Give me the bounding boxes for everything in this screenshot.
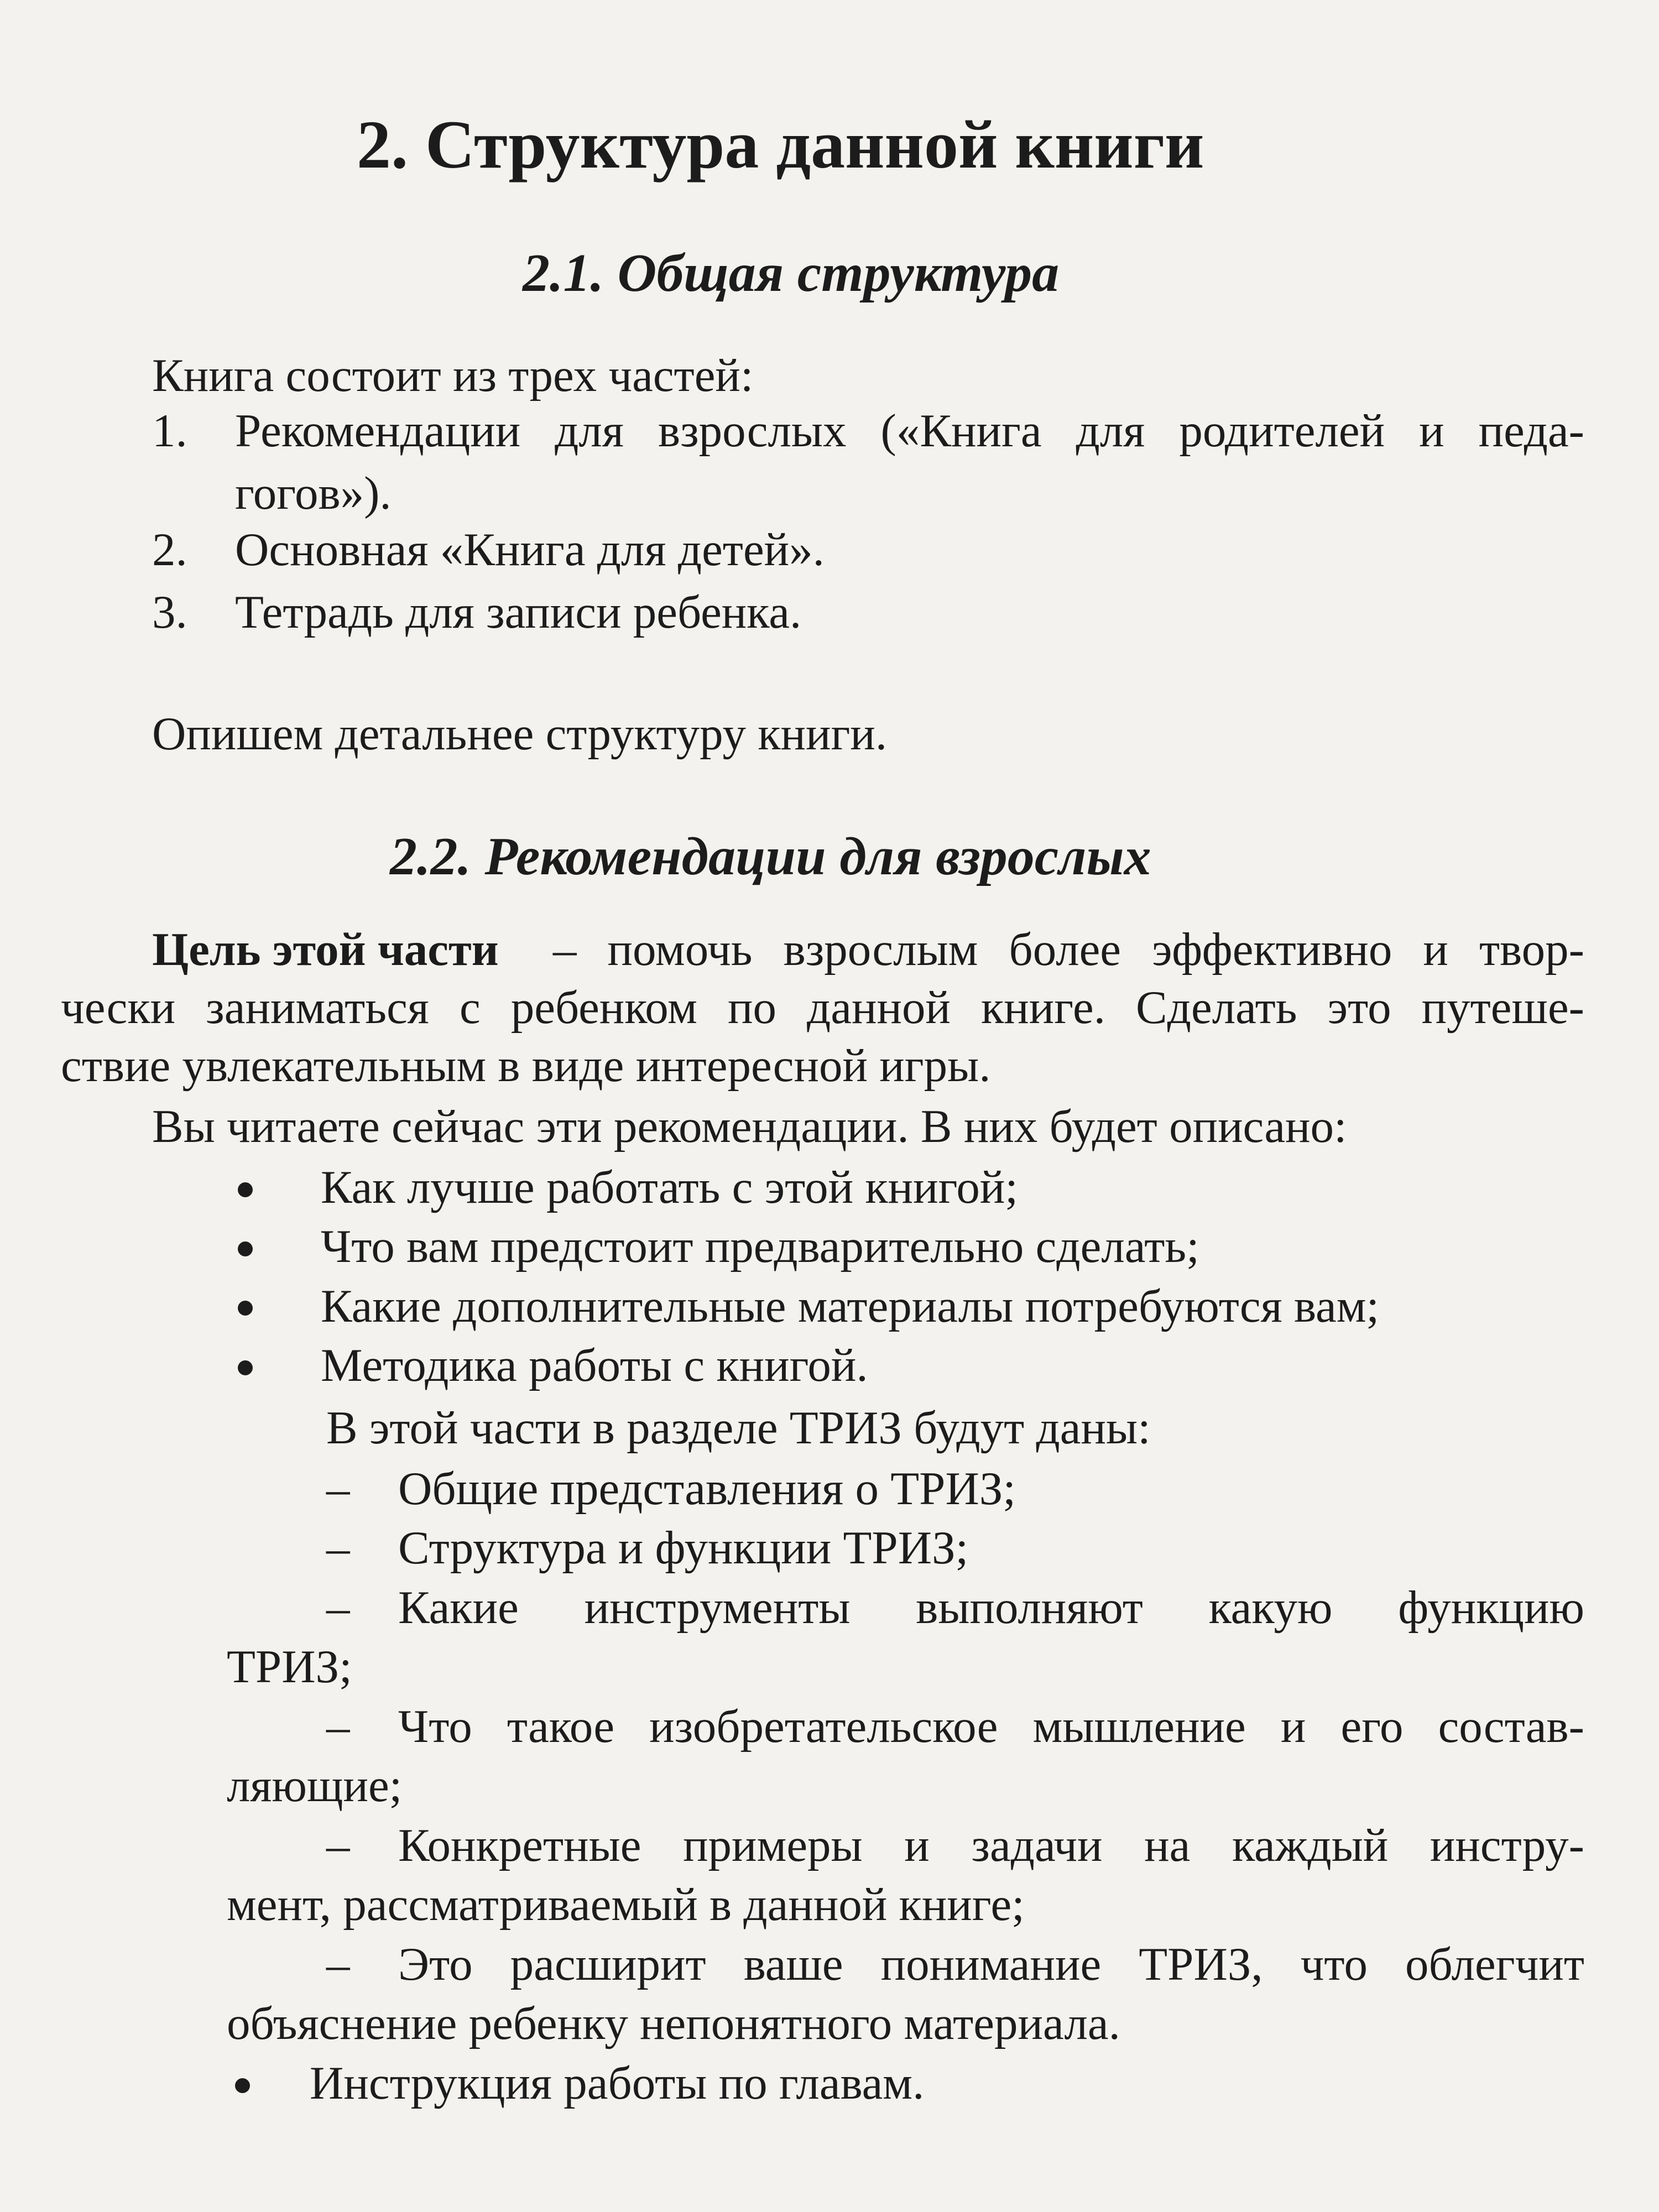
triz-intro: В этой части в разделе ТРИЗ будут даны:	[326, 1402, 1151, 1454]
dash-marker: –	[326, 1700, 350, 1752]
section-title-adult-recommendations: 2.2. Рекомендации для взрослых	[390, 827, 1151, 886]
section-title-general-structure: 2.1. Общая структура	[523, 243, 1060, 303]
list-number: 2.	[152, 524, 187, 576]
list-number: 1.	[152, 405, 187, 457]
list-item-text-continued: гогов»).	[235, 467, 392, 519]
bullet-item: Инструкция работы по главам.	[310, 2057, 925, 2109]
dash-item: Это расширит ваше понимание ТРИЗ, что облегчит	[398, 1938, 1584, 1990]
bullet-item: Методика работы с книгой.	[321, 1339, 868, 1391]
bullet-icon	[235, 2078, 250, 2093]
paragraph-intro: Книга состоит из трех частей:	[152, 349, 754, 401]
list-item-text: Рекомендации для взрослых («Книга для родителей и педа-	[235, 405, 1584, 457]
bullet-item: Как лучше работать с этой книгой;	[321, 1161, 1019, 1213]
list-item-text: Тетрадь для записи ребенка.	[235, 586, 802, 638]
dash-item: Структура и функции ТРИЗ;	[398, 1522, 969, 1574]
paragraph-reading: Вы читаете сейчас эти рекомендации. В них будет описано:	[152, 1100, 1347, 1152]
bullet-icon	[238, 1182, 253, 1197]
dash-item-continued: ТРИЗ;	[227, 1641, 352, 1693]
dash-item-continued: мент, рассматриваемый в данной книге;	[227, 1879, 1025, 1931]
goal-label: Цель этой части	[152, 924, 499, 975]
bullet-item: Какие дополнительные материалы потребуются вам;	[321, 1280, 1380, 1332]
dash-item-continued: ляющие;	[227, 1760, 403, 1812]
dash-item: Конкретные примеры и задачи на каждый инстру-	[398, 1819, 1584, 1871]
goal-text-continued: ствие увлекательным в виде интересной игры.	[61, 1040, 991, 1092]
bullet-icon	[238, 1360, 253, 1375]
dash-item: Что такое изобретательское мышление и его состав-	[398, 1700, 1584, 1752]
list-item-text: Основная «Книга для детей».	[235, 524, 825, 576]
dash-item: Какие инструменты выполняют какую функцию	[398, 1582, 1584, 1634]
bullet-icon	[238, 1301, 253, 1316]
dash-marker: –	[326, 1938, 350, 1990]
dash-marker: –	[326, 1582, 350, 1634]
goal-text-continued: чески заниматься с ребенком по данной книге. Сделать это путеше-	[61, 982, 1584, 1034]
dash-item: Общие представления о ТРИЗ;	[398, 1463, 1016, 1515]
list-number: 3.	[152, 586, 187, 638]
dash-marker: –	[326, 1819, 350, 1871]
goal-text: – помочь взрослым более эффективно и твор-	[553, 924, 1584, 975]
paragraph-outro: Опишем детальнее структуру книги.	[152, 708, 888, 760]
bullet-item: Что вам предстоит предварительно сделать;	[321, 1220, 1199, 1272]
dash-marker: –	[326, 1522, 350, 1574]
bullet-icon	[238, 1241, 253, 1256]
dash-marker: –	[326, 1463, 350, 1515]
dash-item-continued: объяснение ребенку непонятного материала.	[227, 1997, 1120, 2049]
page-title: 2. Структура данной книги	[357, 107, 1204, 182]
